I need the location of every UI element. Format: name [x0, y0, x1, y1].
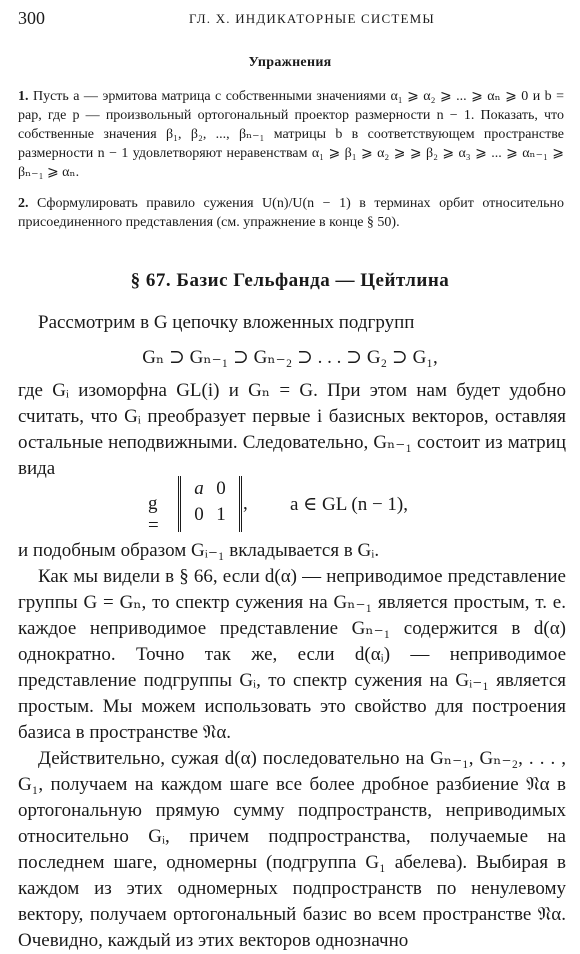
equation-subgroup-chain: Gₙ ⊃ Gₙ₋₁ ⊃ Gₙ₋₂ ⊃ . . . ⊃ G₂ ⊃ G₁,	[142, 347, 438, 368]
matrix-cell: 1	[216, 504, 226, 525]
exercise-number: 1.	[18, 89, 29, 104]
equation-condition: a ∈ GL (n − 1),	[290, 494, 408, 515]
section-title: § 67. Базис Гельфанда — Цейтлина	[130, 270, 450, 291]
exercise-number: 2.	[18, 196, 29, 211]
exercise-1	[18, 87, 564, 182]
matrix-cell: 0	[216, 478, 226, 499]
exercise-2	[18, 194, 564, 232]
exercise-text: Сформулировать правило сужения U(n)/U(n − 1) в терминах орбит относительно присоединенного представления (см. упражнение в конце § 50).	[18, 196, 565, 230]
paragraph-intro: Рассмотрим в G цепочку вложенных подгрупп	[38, 312, 415, 333]
exercises-heading: Упражнения	[248, 55, 332, 70]
paragraph-subgroups: где Gᵢ изоморфна GL(i) и Gₙ = G. При этом нам будет удобно считать, что Gᵢ преобразует первые i базисных векторов, оставляя остальные неподвижными. Следовательно, Gₙ₋₁ состоит из матриц вида	[18, 380, 566, 479]
equation-lhs: g =	[148, 493, 159, 536]
matrix-cell: a	[194, 478, 204, 499]
equation-comma: ,	[243, 493, 248, 514]
block-matrix	[178, 476, 242, 532]
paragraph-basis-construction: Действительно, сужая d(α) последовательно на Gₙ₋₁, Gₙ₋₂, . . . , G₁, получаем на каждом шаге все более дробное разбиение 𝔑α в ортогональную прямую сумму подпространств, неприводимых относительно Gᵢ, причем подпространства, получаемые на последнем шаге, одномерны (подгруппа G₁ абелева). Выбирая в каждом из этих одномерных подпространств по ненулевому вектору, получаем ортогональный базис во всем пространстве 𝔑α. Очевидно, каждый из этих векторов однозначно	[18, 748, 566, 951]
paragraph-simple-spectrum: Как мы видели в § 66, если d(α) — неприводимое представление группы G = Gₙ, то спектр сужения на Gₙ₋₁ является простым, т. е. каждое неприводимое представление Gₙ₋₁ содержится в d(α) однократно. Точно так же, если d(αᵢ) — неприводимое представление подгруппы Gᵢ, то спектр сужения на Gᵢ₋₁ является простым. Мы можем использовать это свойство для построения базиса в пространстве 𝔑α.	[18, 566, 566, 743]
exercise-text: Пусть a — эрмитова матрица с собственными значениями α₁ ⩾ α₂ ⩾ ... ⩾ αₙ ⩾ 0 и b = pap, где p — произвольный ортогональный проектор размерности n − 1. Показать, что собственные значения β₁, β₂, ..., βₙ₋₁ матрицы b в соответствующем пространстве размерности n − 1 удовлетворяют неравенствам α₁ ⩾ β₁ ⩾ α₂ ⩾ ⩾ β₂ ⩾ α₃ ⩾ ... ⩾ αₙ₋₁ ⩾ βₙ₋₁ ⩾ αₙ.	[18, 89, 565, 180]
matrix-cell: 0	[194, 504, 204, 525]
page-header	[18, 8, 566, 32]
page-number: 300	[18, 8, 45, 28]
paragraph-embedding: и подобным образом Gᵢ₋₁ вкладывается в Gᵢ.	[18, 540, 380, 561]
running-title: ГЛ. X. ИНДИКАТОРНЫЕ СИСТЕМЫ	[189, 11, 435, 26]
